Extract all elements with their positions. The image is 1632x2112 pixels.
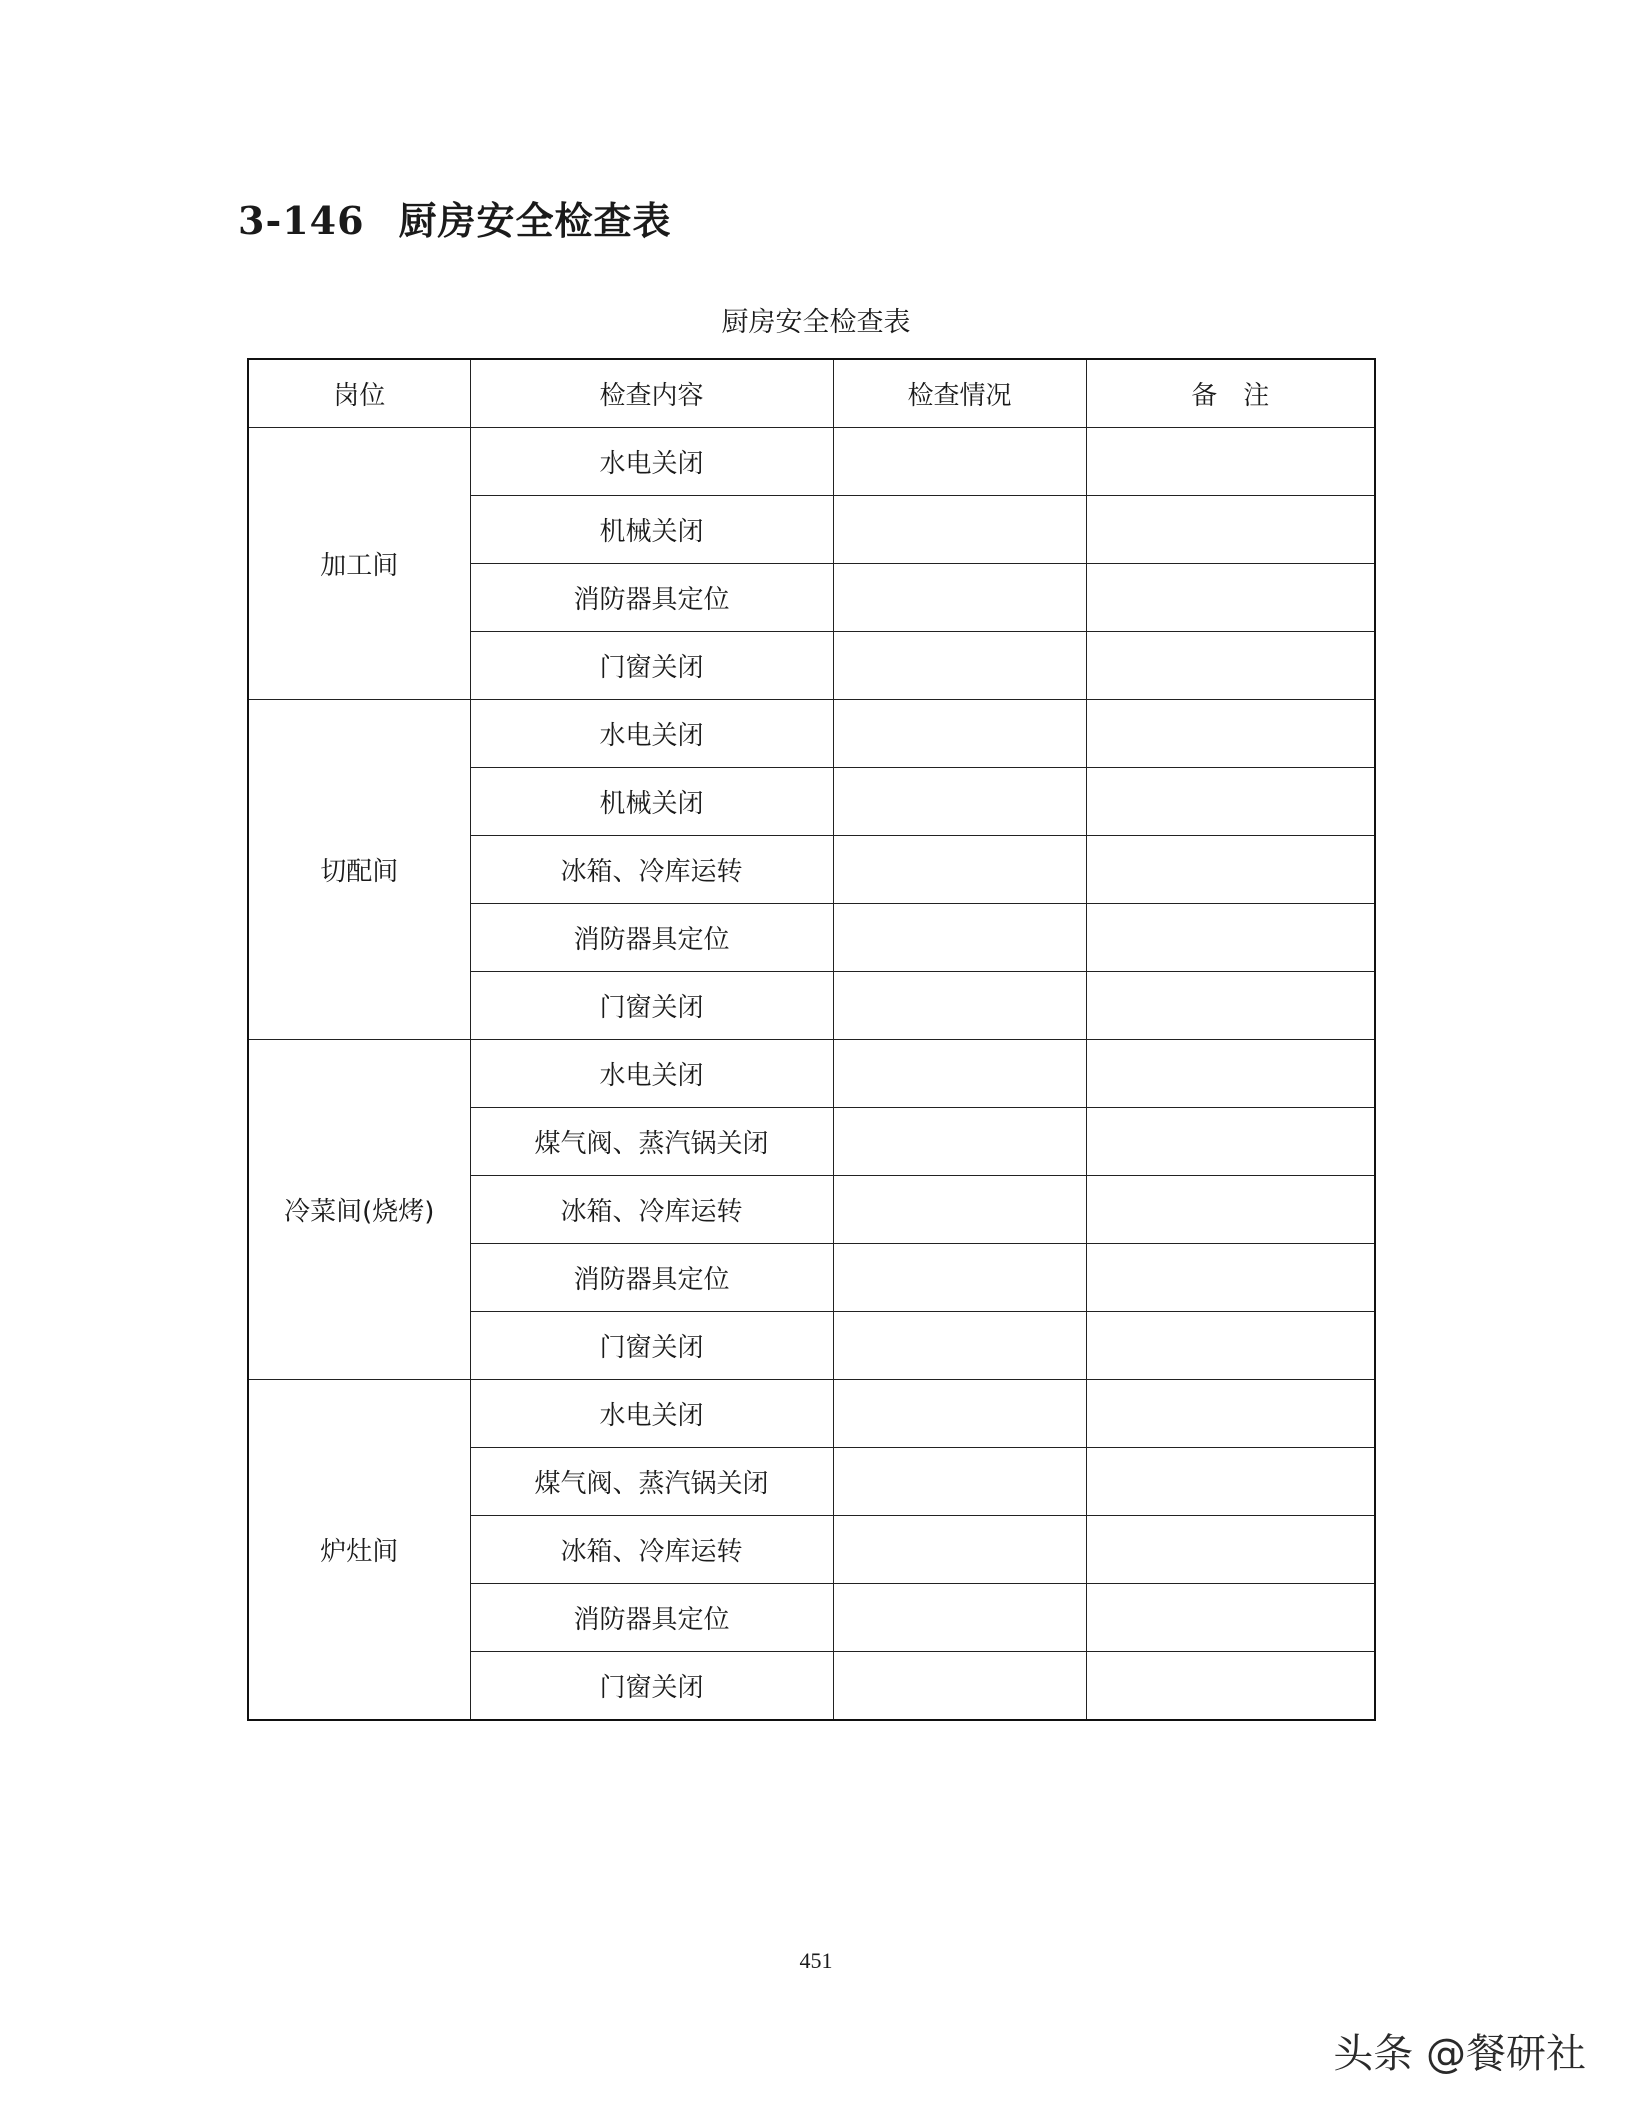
remarks-cell[interactable]: [1086, 1244, 1375, 1312]
remarks-cell[interactable]: [1086, 1380, 1375, 1448]
status-cell[interactable]: [833, 428, 1086, 496]
content-cell: 冰箱、冷库运转: [470, 836, 833, 904]
status-cell[interactable]: [833, 700, 1086, 768]
remarks-cell[interactable]: [1086, 836, 1375, 904]
status-cell[interactable]: [833, 836, 1086, 904]
header-post: 岗位: [248, 359, 470, 428]
remarks-cell[interactable]: [1086, 428, 1375, 496]
status-cell[interactable]: [833, 1448, 1086, 1516]
remarks-cell[interactable]: [1086, 632, 1375, 700]
content-cell: 门窗关闭: [470, 1312, 833, 1380]
post-cell: 加工间: [248, 428, 470, 700]
status-cell[interactable]: [833, 496, 1086, 564]
content-cell: 冰箱、冷库运转: [470, 1516, 833, 1584]
section-number: 3-146: [238, 198, 365, 243]
remarks-cell[interactable]: [1086, 1652, 1375, 1721]
post-cell: 炉灶间: [248, 1380, 470, 1721]
table-row: [248, 428, 1375, 496]
remarks-cell[interactable]: [1086, 496, 1375, 564]
content-cell: 水电关闭: [470, 700, 833, 768]
content-cell: 消防器具定位: [470, 564, 833, 632]
remarks-cell[interactable]: [1086, 564, 1375, 632]
table-header-row: [248, 359, 1375, 428]
remarks-cell[interactable]: [1086, 1108, 1375, 1176]
content-cell: 门窗关闭: [470, 1652, 833, 1721]
content-cell: 门窗关闭: [470, 632, 833, 700]
header-remarks: 备 注: [1086, 359, 1375, 428]
remarks-cell[interactable]: [1086, 904, 1375, 972]
remarks-cell[interactable]: [1086, 768, 1375, 836]
remarks-cell[interactable]: [1086, 972, 1375, 1040]
content-cell: 水电关闭: [470, 1040, 833, 1108]
table-row: [248, 1040, 1375, 1108]
post-cell: 冷菜间(烧烤): [248, 1040, 470, 1380]
status-cell[interactable]: [833, 632, 1086, 700]
status-cell[interactable]: [833, 768, 1086, 836]
status-cell[interactable]: [833, 972, 1086, 1040]
remarks-cell[interactable]: [1086, 1040, 1375, 1108]
status-cell[interactable]: [833, 564, 1086, 632]
content-cell: 水电关闭: [470, 1380, 833, 1448]
remarks-cell[interactable]: [1086, 1176, 1375, 1244]
watermark: 头条 @餐研社: [1333, 2031, 1586, 2077]
post-cell: 切配间: [248, 700, 470, 1040]
content-cell: 消防器具定位: [470, 1244, 833, 1312]
content-cell: 机械关闭: [470, 496, 833, 564]
content-cell: 冰箱、冷库运转: [470, 1176, 833, 1244]
header-content: 检查内容: [470, 359, 833, 428]
table-row: [248, 700, 1375, 768]
content-cell: 水电关闭: [470, 428, 833, 496]
header-status: 检查情况: [833, 359, 1086, 428]
status-cell[interactable]: [833, 1176, 1086, 1244]
table-row: [248, 1380, 1375, 1448]
section-heading: [238, 190, 672, 245]
content-cell: 消防器具定位: [470, 1584, 833, 1652]
page-number: 451: [799, 1948, 833, 1973]
status-cell[interactable]: [833, 1652, 1086, 1721]
status-cell[interactable]: [833, 1040, 1086, 1108]
remarks-cell[interactable]: [1086, 1312, 1375, 1380]
status-cell[interactable]: [833, 1584, 1086, 1652]
content-cell: 煤气阀、蒸汽锅关闭: [470, 1448, 833, 1516]
section-title: 厨房安全检查表: [398, 198, 672, 243]
status-cell[interactable]: [833, 904, 1086, 972]
table-caption: 厨房安全检查表: [721, 307, 911, 338]
content-cell: 消防器具定位: [470, 904, 833, 972]
remarks-cell[interactable]: [1086, 700, 1375, 768]
status-cell[interactable]: [833, 1516, 1086, 1584]
status-cell[interactable]: [833, 1380, 1086, 1448]
remarks-cell[interactable]: [1086, 1448, 1375, 1516]
status-cell[interactable]: [833, 1108, 1086, 1176]
status-cell[interactable]: [833, 1312, 1086, 1380]
content-cell: 门窗关闭: [470, 972, 833, 1040]
kitchen-safety-table: [247, 358, 1376, 1721]
remarks-cell[interactable]: [1086, 1516, 1375, 1584]
content-cell: 煤气阀、蒸汽锅关闭: [470, 1108, 833, 1176]
remarks-cell[interactable]: [1086, 1584, 1375, 1652]
content-cell: 机械关闭: [470, 768, 833, 836]
status-cell[interactable]: [833, 1244, 1086, 1312]
